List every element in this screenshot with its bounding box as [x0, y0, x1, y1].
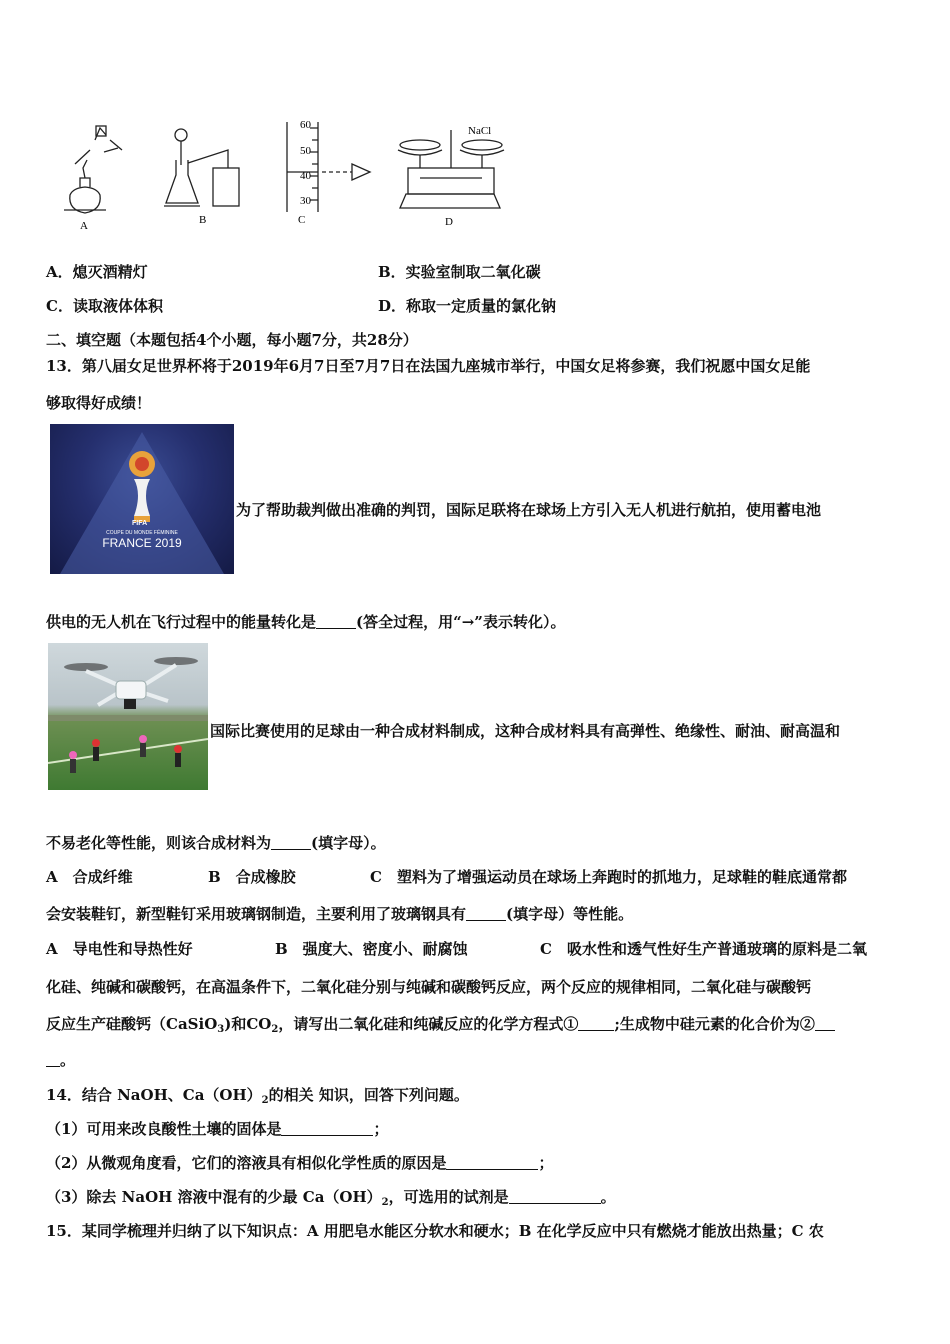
q14-p2-text: （2）从微观角度看，它们的溶液具有相似化学性质的原因是 — [46, 1154, 447, 1172]
q13-line1: 13．第八届女足世界杯将于2019年6月7日至7月7日在法国九座城市举行，中国女足将参赛，我们祝愿中国女足能 — [46, 357, 811, 375]
q13-glass-line2 — [46, 1014, 835, 1040]
glass2-d: ;生成物中硅元素的化合价为② — [614, 1015, 815, 1033]
logo-graphic — [50, 424, 234, 574]
shoe-text-pre: 会安装鞋钉，新型鞋钉采用玻璃钢制造，主要利用了玻璃钢具有 — [46, 905, 467, 923]
figure-b-co2-apparatus — [164, 129, 239, 206]
option-d: D．称取一定质量的氯化钠 — [378, 297, 557, 315]
logo-subtitle: COUPE DU MONDE FÉMININE — [106, 530, 178, 536]
figure-b-label: B — [199, 214, 207, 226]
q14-part3 — [46, 1187, 616, 1213]
energy-text-pre: 供电的无人机在飞行过程中的能量转化是 — [46, 613, 317, 631]
glass2-c: ，请写出二氧化硅和纯碱反应的化学方程式① — [278, 1015, 579, 1033]
q13-opt1-a: A 合成纤维 — [46, 868, 133, 886]
material-text-post: (填字母）。 — [311, 834, 386, 852]
glass2-a: 反应生产硅酸钙（CaSiO — [46, 1015, 218, 1033]
q14-p1-end: ； — [373, 1120, 389, 1138]
answer-blank-q14-1[interactable] — [281, 1121, 373, 1136]
tick-60: 60 — [300, 119, 311, 131]
q14-p3-end: 。 — [600, 1188, 616, 1206]
q13-opt2-b: B 强度大、密度小、耐腐蚀 — [275, 940, 468, 958]
section-2-title: 二、填空题（本题包括4个小题，每小题7分，共28分） — [46, 331, 418, 349]
q15-line1: 15．某同学梳理并归纳了以下知识点：A 用肥皂水能区分软水和硬水；B 在化学反应中只有燃烧才能放出热量；C 农 — [46, 1222, 824, 1240]
material-text-pre: 不易老化等性能，则该合成材料为 — [46, 834, 272, 852]
shoe-text-post: (填字母）等性能。 — [506, 905, 634, 923]
q14-title-sub: 2 — [261, 1095, 269, 1106]
q14-title-a: 14．结合 NaOH、Ca（OH） — [46, 1086, 262, 1104]
tick-50: 50 — [300, 145, 311, 157]
q14-p3-sub: 2 — [381, 1197, 389, 1208]
q13-text-after-logo: 为了帮助裁判做出准确的判罚，国际足联将在球场上方引入无人机进行航拍，使用蓄电池 — [236, 501, 822, 519]
figure-c-label: C — [298, 214, 306, 226]
q13-glass-line3 — [46, 1050, 75, 1070]
glass2-b: )和CO — [224, 1015, 272, 1033]
q14-p1-text: （1）可用来改良酸性土壤的固体是 — [46, 1120, 282, 1138]
energy-text-post: (答全过程，用“→”表示转化）。 — [356, 613, 566, 631]
tick-30: 30 — [300, 195, 311, 207]
q14-part2 — [46, 1153, 553, 1173]
q14-p3-b: ，可选用的试剂是 — [388, 1188, 509, 1206]
glass3-end: 。 — [60, 1051, 76, 1069]
q13-energy-line — [46, 612, 565, 632]
logo-fifa-text: FIFA — [132, 520, 148, 527]
answer-blank-valence[interactable] — [815, 1016, 835, 1031]
glass2-sub3: 3 — [217, 1024, 225, 1035]
q13-opt2-c: C 吸水性和透气性好生产普通玻璃的原料是二氧 — [540, 940, 867, 958]
nacl-label: NaCl — [468, 125, 492, 137]
fifa-world-cup-logo — [50, 424, 234, 574]
glass2-sub2: 2 — [271, 1024, 279, 1035]
answer-blank-valence-cont[interactable] — [46, 1052, 60, 1067]
drone-graphic — [48, 643, 208, 790]
q13-glass-line1: 化硅、纯碱和碳酸钙，在高温条件下，二氧化硅分别与纯碱和碳酸钙反应，两个反应的规律相同，二氧化硅与碳酸钙 — [46, 978, 812, 996]
answer-blank-q14-2[interactable] — [446, 1155, 538, 1170]
answer-blank-material[interactable] — [271, 835, 311, 850]
q13-material-line — [46, 833, 386, 853]
option-c: C．读取液体体积 — [46, 297, 163, 315]
q13-line2: 够取得好成绩！ — [46, 394, 152, 412]
figure-d-balance — [398, 130, 504, 208]
lab-figures-svg — [0, 0, 950, 240]
q13-opt1-b: B 合成橡胶 — [208, 868, 296, 886]
q13-shoe-line — [46, 904, 633, 924]
figure-a-alcohol-lamp — [64, 126, 122, 213]
q14-part1 — [46, 1119, 388, 1139]
answer-blank-q14-3[interactable] — [509, 1189, 601, 1204]
q14-p3-a: （3）除去 NaOH 溶液中混有的少最 Ca（OH） — [46, 1188, 382, 1206]
q13-opt1-c: C 塑料为了增强运动员在球场上奔跑时的抓地力，足球鞋的鞋底通常都 — [370, 868, 847, 886]
logo-france-2019: FRANCE 2019 — [102, 536, 182, 550]
answer-blank-energy[interactable] — [316, 614, 356, 629]
q13-text-after-drone: 国际比赛使用的足球由一种合成材料制成，这种合成材料具有高弹性、绝缘性、耐油、耐高温和 — [210, 722, 841, 740]
drone-photo — [48, 643, 208, 790]
lab-figures — [0, 0, 950, 240]
figure-d-label: D — [445, 216, 453, 228]
q14-title-b: 的相关 知识，回答下列问题。 — [268, 1086, 469, 1104]
q13-opt2-a: A 导电性和导热性好 — [46, 940, 193, 958]
tick-40: 40 — [300, 170, 311, 182]
answer-blank-equation[interactable] — [578, 1016, 614, 1031]
q14-title — [46, 1085, 469, 1111]
option-a: A．熄灭酒精灯 — [46, 263, 148, 281]
answer-blank-shoe[interactable] — [466, 906, 506, 921]
q14-p2-end: ； — [538, 1154, 554, 1172]
option-b: B．实验室制取二氧化碳 — [378, 263, 541, 281]
figure-a-label: A — [80, 220, 88, 232]
